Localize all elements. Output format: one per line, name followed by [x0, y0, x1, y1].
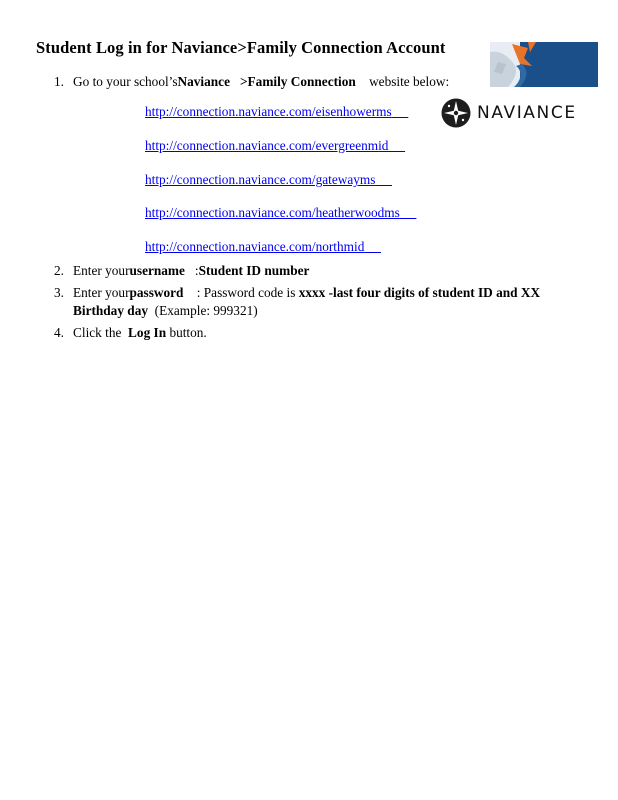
step-number: 2. [54, 263, 64, 278]
page-title: Student Log in for Naviance>Family Connection Account [36, 38, 446, 57]
step-3-continuation [73, 302, 258, 319]
decorative-header-image [490, 42, 598, 87]
step-number: 4. [54, 325, 64, 340]
step-bold-text: Log In [128, 325, 167, 340]
step-text: Password code is [203, 285, 296, 300]
step-bold-text: Birthday day [73, 303, 148, 318]
step-number: 1. [54, 74, 64, 89]
step-bold-text: Naviance [177, 74, 230, 89]
step-text: Enter your [73, 285, 130, 300]
naviance-compass-icon [441, 98, 471, 128]
step-text: Click the [73, 325, 122, 340]
school-link-northmid[interactable]: http://connection.naviance.com/northmid [145, 239, 365, 254]
step-bold-text: username [129, 263, 185, 278]
school-link-evergreenmid[interactable]: http://connection.naviance.com/evergreenmid [145, 138, 389, 153]
naviance-logo [441, 98, 577, 128]
step-text: Enter your [73, 263, 130, 278]
step-text: website below: [369, 74, 450, 89]
step-bold-text: Student ID number [198, 263, 310, 278]
header-graphic-icon [490, 42, 598, 87]
step-bold-text: password [129, 285, 184, 300]
naviance-wordmark: NAVIANCE [477, 103, 577, 123]
step-2 [54, 262, 309, 279]
step-1 [54, 73, 449, 90]
step-text: Go to your school’s [73, 74, 178, 89]
step-bold-text: >Family Connection [239, 74, 356, 89]
school-link-gatewayms[interactable]: http://connection.naviance.com/gatewayms [145, 172, 376, 187]
step-text: : [196, 285, 201, 300]
step-text: : [194, 263, 199, 278]
step-text: button. [169, 325, 207, 340]
step-4 [54, 324, 207, 341]
school-link-heatherwoodms[interactable]: http://connection.naviance.com/heatherwoodms [145, 205, 400, 220]
school-link-eisenhowerms[interactable]: http://connection.naviance.com/eisenhowerms [145, 104, 392, 119]
step-3 [54, 284, 540, 301]
step-text: (Example: 999321) [154, 303, 258, 318]
step-bold-text: xxxx -last four digits of student ID and XX [298, 285, 541, 300]
step-number: 3. [54, 285, 64, 300]
